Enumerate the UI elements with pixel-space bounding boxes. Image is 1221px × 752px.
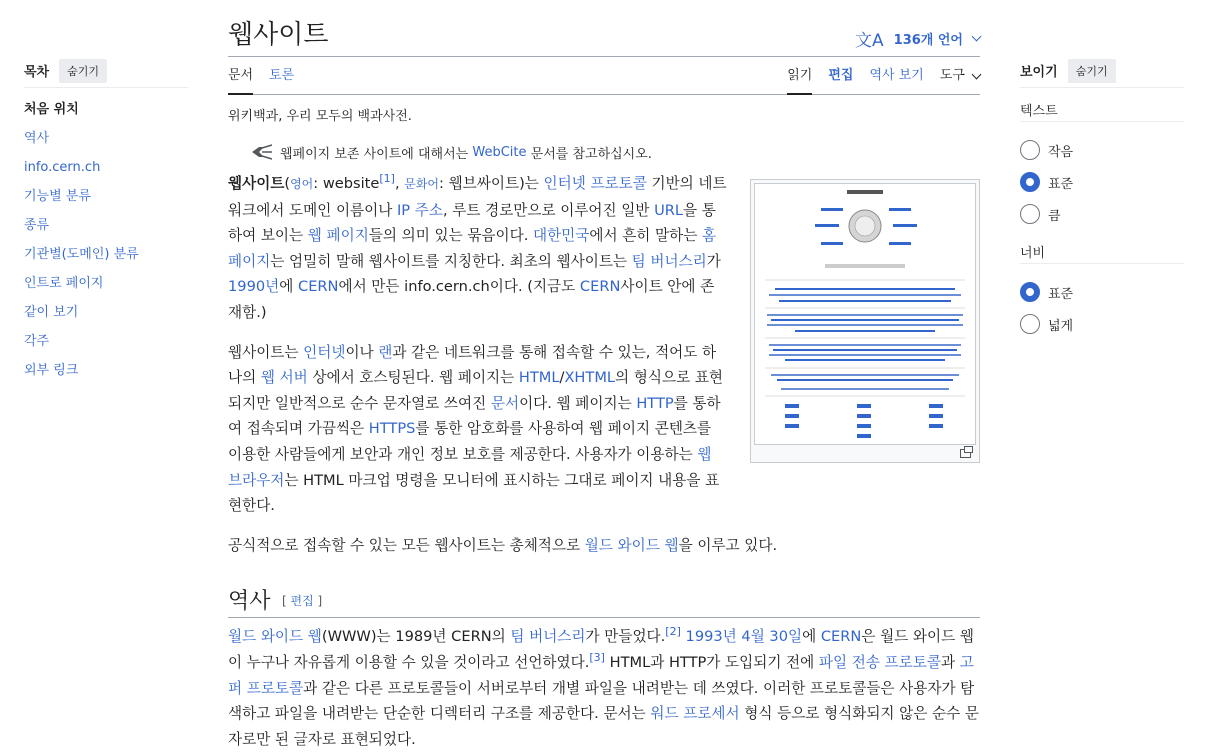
toc-item-see-also[interactable]: 같이 보기 (24, 305, 79, 320)
text: 에서 흔히 말하는 (589, 227, 702, 245)
radio-label: 넓게 (1048, 318, 1074, 334)
text-size-group (1020, 100, 1184, 230)
link-homepage[interactable]: 홈페이지 (228, 227, 717, 270)
radio-circle[interactable] (1020, 282, 1040, 302)
chevron-down-icon (972, 32, 982, 42)
link-www-2[interactable]: 월드 와이드 웹 (228, 628, 322, 646)
text: 이다. 웹 페이지는 (519, 394, 637, 412)
toc-title: 목차 (24, 65, 50, 80)
tab-talk[interactable]: 토론 (269, 68, 295, 83)
text: 에 (279, 278, 298, 296)
site-tagline: 위키백과, 우리 모두의 백과사전. (228, 109, 412, 124)
text-size-title: 텍스트 (1020, 100, 1184, 122)
language-count: 136개 언어 (893, 33, 963, 48)
ref-3[interactable]: [3] (589, 651, 605, 665)
section-title-history: 역사 (228, 589, 271, 615)
toc-item-top[interactable]: 처음 위치 (24, 102, 79, 117)
link-cern[interactable]: CERN (298, 278, 339, 296)
page-tabs (228, 57, 980, 95)
enlarge-icon[interactable] (960, 449, 971, 458)
text: , (394, 175, 405, 192)
link-http[interactable]: HTTP (636, 394, 674, 412)
wikipedia-portal-screenshot[interactable] (754, 183, 976, 445)
title-row (228, 0, 980, 57)
link-internet[interactable]: 인터넷 (303, 343, 346, 361)
text: : website (313, 175, 380, 192)
section-edit (282, 592, 322, 609)
text: (WWW)는 1989년 CERN의 (321, 628, 511, 646)
text: / (559, 369, 565, 387)
toc-list (24, 98, 188, 388)
text: 을 통하여 보이는 (228, 201, 716, 245)
link-internet-protocol[interactable]: 인터넷 프로토콜 (543, 175, 647, 192)
appearance-header (1020, 60, 1184, 88)
text: 이나 (345, 343, 379, 361)
text: 가 (706, 252, 721, 270)
link-munhwaeo[interactable]: 문화어 (404, 177, 440, 191)
link-xhtml[interactable]: XHTML (564, 369, 616, 387)
toc-item-external-links[interactable]: 외부 링크 (24, 363, 79, 378)
text: 의 형식으로 표현되지만 일반적으로 순수 문자열로 쓰여진 (228, 369, 724, 412)
text: 상에서 호스팅된다. 웹 페이지는 (307, 369, 519, 387)
text: 는 엄밀히 말해 웹사이트를 지칭한다. 최초의 웹사이트는 (270, 252, 632, 270)
tab-edit[interactable]: 편집 (828, 68, 854, 83)
toc-hide-button[interactable]: 숨기기 (59, 59, 107, 83)
radio-circle[interactable] (1020, 204, 1040, 224)
radio-width-wide[interactable] (1020, 308, 1184, 340)
link-web-page[interactable]: 웹 페이지 (307, 227, 369, 245)
radio-circle[interactable] (1020, 314, 1040, 334)
link-document[interactable]: 문서 (490, 394, 520, 412)
lead-paragraph-1 (228, 171, 728, 326)
toc-item-by-function[interactable]: 기능별 분류 (24, 189, 91, 204)
tab-history[interactable]: 역사 보기 (869, 68, 924, 83)
table-of-contents (24, 60, 188, 388)
chevron-down-icon (972, 69, 982, 79)
text: 에서 만든 info.cern.ch이다. (지금도 (338, 278, 580, 296)
link-lan[interactable]: 랜 (378, 343, 393, 361)
link-html[interactable]: HTML (518, 369, 560, 387)
link-1990[interactable]: 1990년 (228, 278, 280, 296)
text: 을 이루고 있다. (678, 536, 778, 554)
radio-text-small[interactable] (1020, 134, 1184, 166)
radio-width-standard[interactable] (1020, 276, 1184, 308)
ref-1[interactable]: [1] (379, 172, 395, 186)
radio-circle[interactable] (1020, 172, 1040, 192)
text: 를 통한 암호화를 사용하여 웹 페이지 콘텐츠를 이용한 사람들에게 보안과 개인 정보 보호를 제공한다. 사용자가 이용하는 (228, 420, 712, 463)
page-title: 웹사이트 (228, 20, 329, 50)
text: 에 (802, 628, 821, 646)
link-tim-berners-lee[interactable]: 팀 버너스리 (631, 252, 707, 270)
radio-label: 작음 (1048, 144, 1074, 160)
link-cern-3[interactable]: CERN (820, 628, 862, 646)
radio-text-large[interactable] (1020, 198, 1184, 230)
tab-read[interactable]: 읽기 (787, 57, 812, 95)
toc-header (24, 60, 188, 88)
translate-icon: 文A (855, 31, 884, 51)
link-ip-address[interactable]: IP 주소 (397, 201, 443, 219)
lead-paragraph-3 (228, 533, 980, 559)
link-word-processor[interactable]: 워드 프로세서 (650, 705, 740, 723)
text: 과 같은 다른 프로토콜들이 서버로부터 개별 파일을 내려받는 데 쓰였다. 이러한 프로토콜들은 사용자가 탐색하고 파일을 내려받는 단순한 디렉터리 구조를 제공한다. 문서는 (228, 679, 975, 723)
link-tim-berners-lee-2[interactable]: 팀 버너스리 (510, 628, 586, 646)
appearance-title: 보이기 (1020, 65, 1058, 80)
link-english[interactable]: 영어 (290, 177, 314, 191)
text: 형식 등으로 형식화되지 않은 순수 문자로만 된 글자로 표현되었다. (228, 705, 979, 748)
appearance-hide-button[interactable]: 숨기기 (1068, 59, 1116, 83)
main-content (228, 0, 980, 752)
toc-item-history[interactable]: 역사 (24, 131, 50, 146)
link-cern-2[interactable]: CERN (579, 278, 621, 296)
link-web-browser[interactable]: 웹 브라우저 (228, 445, 712, 489)
radio-label: 표준 (1048, 286, 1074, 302)
link-gopher[interactable]: 고퍼 프로토콜 (228, 653, 974, 697)
tab-tools[interactable] (940, 57, 980, 95)
tab-article[interactable]: 문서 (228, 57, 253, 95)
lead-paragraph-2 (228, 340, 728, 519)
language-button[interactable] (855, 26, 980, 51)
hatnote-post: 문서를 참고하십시오. (530, 146, 652, 162)
toc-item-info-cern[interactable]: info.cern.ch (24, 160, 101, 175)
section-history-header (228, 580, 980, 618)
radio-label: 큼 (1048, 208, 1061, 224)
disambiguation-icon (250, 143, 274, 161)
link-korea[interactable]: 대한민국 (532, 227, 590, 245)
section-history-body (228, 624, 980, 752)
radio-text-standard[interactable] (1020, 166, 1184, 198)
text: 과 (940, 653, 960, 671)
width-group (1020, 242, 1184, 340)
portal-thumbnail-icon (755, 184, 975, 444)
bracket: ] (313, 594, 323, 609)
toc-item-intro-page[interactable]: 인트로 페이지 (24, 276, 104, 291)
tools-label: 도구 (939, 68, 965, 83)
text: 사이트 안에 존재함.) (228, 278, 715, 321)
hatnote-link[interactable]: WebCite (472, 144, 527, 160)
link-https[interactable]: HTTPS (368, 420, 416, 438)
toc-item-types[interactable]: 종류 (24, 218, 50, 233)
link-www[interactable]: 월드 와이드 웹 (584, 536, 679, 554)
text: 공식적으로 접속할 수 있는 모든 웹사이트는 총체적으로 (228, 536, 585, 554)
text: 과 같은 네트워크를 통해 접속할 수 있는, 적어도 하나의 (228, 343, 717, 387)
toc-item-by-domain[interactable]: 기관별(도메인) 분류 (24, 247, 139, 262)
section-edit-link[interactable]: 편집 (290, 594, 314, 609)
link-ftp[interactable]: 파일 전송 프로토콜 (818, 653, 941, 671)
text: 를 통하여 접속되며 가끔씩은 (228, 394, 721, 438)
text: 기반의 네트워크에서 도메인 이름이나 (228, 175, 727, 219)
toc-item-references[interactable]: 각주 (24, 334, 50, 349)
text: , 루트 경로만으로 이루어진 일반 (442, 201, 655, 219)
bracket: [ (282, 594, 291, 609)
width-title: 너비 (1020, 242, 1184, 264)
text: 은 월드 와이드 웹이 누구나 자유롭게 이용할 수 있을 것이라고 선언하였다. (228, 628, 974, 671)
text: : 웹브싸이트)는 (439, 175, 544, 192)
link-web-server[interactable]: 웹 서버 (260, 369, 308, 387)
text: ( (284, 175, 291, 192)
appearance-panel (1020, 60, 1184, 340)
radio-circle[interactable] (1020, 140, 1040, 160)
text: HTML과 HTTP가 도입되기 전에 (604, 653, 819, 671)
infobox (750, 179, 980, 463)
link-url[interactable]: URL (654, 201, 684, 219)
text: 가 만들었다. (585, 628, 666, 646)
text: 들의 의미 있는 묶음이다. (368, 227, 533, 245)
link-1993-04-30[interactable]: 1993년 4월 30일 (685, 628, 803, 646)
ref-2[interactable]: [2] (665, 625, 681, 639)
hatnote-pre: 웹페이지 보존 사이트에 대해서는 (280, 146, 469, 162)
text: 웹사이트는 (228, 343, 304, 361)
hatnote (228, 141, 980, 163)
radio-label: 표준 (1048, 176, 1074, 192)
text: 는 HTML 마크업 명령을 모니터에 표시하는 그대로 페이지 내용을 표현한다. (228, 471, 720, 515)
lead-bold-term: 웹사이트 (228, 175, 285, 192)
